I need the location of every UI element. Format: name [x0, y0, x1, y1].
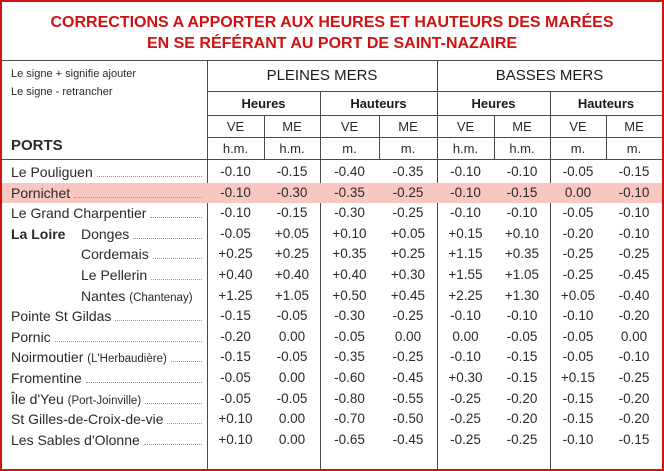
port-name	[11, 308, 111, 324]
code-col-7: VE	[569, 119, 587, 134]
value-cell: -0.70	[334, 411, 365, 427]
value-cell: -0.45	[392, 431, 424, 447]
value-cell: -0.25	[506, 431, 538, 447]
value-cell: -0.10	[618, 205, 650, 221]
value-cell: -0.60	[334, 370, 365, 385]
value-cell: +0.25	[218, 246, 253, 262]
value-cell: -0.10	[562, 308, 594, 324]
group-header-rule	[207, 91, 662, 92]
table-row	[2, 306, 662, 327]
value-cell: +0.10	[218, 431, 253, 447]
value-cell: -0.25	[562, 267, 594, 282]
port-name	[11, 411, 163, 427]
unit-col-8: m.	[626, 141, 642, 156]
code-col-1: VE	[226, 119, 245, 134]
value-cell: -0.20	[220, 328, 251, 344]
leader-dots	[150, 217, 202, 218]
value-cell: -0.55	[392, 390, 424, 406]
leader-dots	[133, 238, 202, 239]
value-cell: -0.10	[220, 205, 251, 221]
value-cell: -0.25	[450, 390, 481, 406]
leader-dots	[153, 258, 202, 259]
value-cell: -0.45	[392, 370, 424, 385]
value-cell: -0.20	[506, 411, 538, 427]
unit-col-3: m.	[342, 141, 357, 156]
port-name-main: Donges	[81, 225, 130, 242]
value-cell: -0.10	[450, 349, 481, 365]
port-name-main: Noirmoutier	[11, 349, 84, 366]
port-name	[11, 164, 93, 180]
value-cell: -0.15	[562, 411, 594, 427]
table-row	[2, 430, 662, 451]
value-cell: +0.05	[560, 287, 596, 303]
value-cell: -0.05	[562, 164, 594, 179]
value-cell: +1.25	[218, 287, 253, 303]
port-name	[11, 349, 167, 365]
leader-dots	[86, 382, 202, 383]
value-cell: +0.10	[504, 225, 540, 241]
value-cell: 0.00	[278, 431, 306, 447]
value-cell: +0.15	[560, 370, 596, 385]
port-name-main: Les Sables d'Olonne	[11, 431, 140, 448]
group-basses-mers: BASSES MERS	[495, 67, 604, 84]
subgroup-pm-heures: Heures	[241, 96, 286, 111]
subgroup-header-rule	[207, 115, 662, 116]
value-cell: -0.15	[276, 164, 308, 179]
value-cell: -0.25	[392, 184, 424, 200]
value-cell: -0.15	[562, 390, 594, 406]
value-cell: +0.25	[390, 246, 426, 262]
ports-column-header: PORTS	[11, 137, 63, 154]
value-cell: -0.05	[562, 328, 594, 344]
port-name	[81, 246, 149, 262]
loire-group-label: La Loire	[11, 225, 66, 242]
port-name-qualifier: (Chantenay)	[129, 291, 193, 304]
header-bottom-rule	[2, 159, 662, 160]
value-cell: -0.10	[618, 184, 650, 200]
port-name-main: Fromentine	[11, 370, 82, 386]
value-cell: +0.45	[390, 287, 426, 303]
value-cell: -0.10	[450, 205, 481, 221]
port-name	[81, 288, 193, 304]
value-cell: +0.10	[218, 411, 253, 427]
leader-dots	[145, 403, 202, 404]
value-cell: -0.15	[220, 308, 251, 324]
value-cell: -0.15	[276, 205, 308, 221]
unit-col-2: h.m.	[279, 141, 305, 156]
unit-col-1: h.m.	[222, 141, 249, 156]
value-cell: -0.10	[618, 349, 650, 365]
value-cell: +0.35	[332, 246, 367, 262]
unit-col-4: m.	[400, 141, 416, 156]
value-cell: -0.40	[618, 287, 650, 303]
value-cell: -0.45	[618, 267, 650, 282]
value-cell: +1.05	[274, 287, 310, 303]
value-cell: +0.40	[274, 267, 310, 282]
value-cell: -0.10	[506, 205, 538, 221]
value-cell: -0.25	[450, 431, 481, 447]
value-cell: -0.05	[562, 205, 594, 221]
note-plus-sign: Le signe + signifie ajouter	[11, 68, 137, 80]
table-row	[2, 162, 662, 183]
value-cell: +0.15	[448, 225, 483, 241]
code-col-2: ME	[282, 119, 302, 134]
value-cell: -0.05	[220, 225, 251, 241]
subgroup-pm-hauteurs: Hauteurs	[350, 96, 407, 111]
value-cell: -0.15	[506, 349, 538, 365]
unit-col-6: h.m.	[509, 141, 535, 156]
value-cell: +0.30	[448, 370, 483, 385]
value-cell: 0.00	[278, 411, 306, 427]
value-cell: 0.00	[278, 370, 306, 385]
code-col-6: ME	[512, 119, 532, 134]
value-cell: -0.05	[276, 390, 308, 406]
leader-dots	[115, 320, 202, 321]
value-cell: +2.25	[448, 287, 483, 303]
port-name	[81, 226, 129, 242]
table-row	[2, 265, 662, 286]
value-cell: -0.25	[618, 246, 650, 262]
value-cell: -0.15	[618, 164, 650, 179]
value-cell: +1.30	[504, 287, 540, 303]
value-cell: +0.10	[332, 225, 367, 241]
port-name-qualifier: (L'Herbaudière)	[87, 353, 167, 366]
port-name	[11, 205, 146, 221]
code-col-8: ME	[624, 119, 644, 134]
port-name-main: Le Grand Charpentier	[11, 205, 147, 222]
value-cell: -0.25	[392, 308, 424, 324]
port-name	[11, 391, 141, 407]
value-cell: -0.10	[450, 308, 481, 324]
table-row	[2, 327, 662, 348]
value-cell: -0.05	[506, 328, 538, 344]
value-cell: -0.35	[334, 184, 365, 200]
value-cell: -0.10	[618, 225, 650, 241]
value-cell: -0.15	[506, 184, 538, 200]
value-cell: -0.05	[276, 349, 308, 365]
value-cell: -0.10	[220, 184, 251, 200]
table-row	[2, 224, 662, 245]
value-cell: -0.05	[220, 390, 251, 406]
port-name-main: St Gilles-de-Croix-de-vie	[11, 411, 164, 428]
value-cell: +0.05	[274, 225, 310, 241]
value-cell: -0.15	[506, 370, 538, 385]
table-row	[2, 244, 662, 265]
value-cell: -0.50	[392, 411, 424, 427]
value-cell: -0.20	[562, 225, 594, 241]
port-name-qualifier: (Port-Joinville)	[67, 394, 142, 407]
value-cell: 0.00	[278, 328, 306, 344]
leader-dots	[171, 361, 202, 362]
port-name-main: Le Pouliguen	[11, 164, 93, 180]
value-cell: 0.00	[394, 328, 422, 344]
table-row	[2, 183, 662, 204]
port-name	[11, 329, 51, 345]
leader-dots	[144, 444, 202, 445]
value-cell: 0.00	[564, 184, 592, 200]
value-cell: -0.10	[450, 184, 481, 200]
leader-dots	[55, 341, 202, 342]
value-cell: +0.25	[274, 246, 310, 262]
group-pleines-mers: PLEINES MERS	[266, 67, 378, 84]
code-header-rule	[207, 137, 662, 138]
value-cell: +0.35	[504, 246, 540, 262]
port-name-main: Pornichet	[11, 184, 71, 201]
title-line-1: CORRECTIONS A APPORTER AUX HEURES ET HAUTEURS DES MARÉES	[50, 14, 614, 31]
value-cell: -0.05	[334, 328, 365, 344]
port-name	[81, 267, 147, 283]
value-cell: +1.55	[448, 267, 483, 282]
table-row	[2, 389, 662, 410]
table-row	[2, 203, 662, 224]
value-cell: -0.40	[334, 164, 365, 179]
subgroup-bm-hauteurs: Hauteurs	[577, 96, 635, 111]
port-name-main: Île d'Yeu	[11, 390, 64, 407]
table-row	[2, 368, 662, 389]
value-cell: +1.05	[504, 267, 540, 282]
value-cell: +0.40	[332, 267, 367, 282]
code-col-5: VE	[456, 119, 475, 134]
leader-dots	[97, 176, 202, 177]
table-row	[2, 286, 662, 307]
value-cell: -0.20	[618, 411, 650, 427]
value-cell: +0.05	[390, 225, 426, 241]
value-cell: -0.10	[506, 164, 538, 179]
note-minus-sign: Le signe - retrancher	[11, 86, 113, 98]
port-name-main: Le Pellerin	[81, 267, 148, 283]
port-name-main: Cordemais	[81, 246, 149, 263]
table-top-rule	[2, 60, 662, 61]
value-cell: +0.50	[332, 287, 367, 303]
value-cell: -0.35	[334, 349, 365, 365]
value-cell: -0.10	[220, 164, 251, 179]
unit-col-7: m.	[570, 141, 586, 156]
value-cell: -0.10	[562, 431, 594, 447]
value-cell: -0.10	[450, 164, 481, 179]
value-cell: -0.65	[334, 431, 365, 447]
port-name	[11, 370, 82, 386]
value-cell: 0.00	[620, 328, 648, 344]
value-cell: -0.25	[392, 205, 424, 221]
value-cell: -0.10	[506, 308, 538, 324]
value-cell: -0.30	[334, 205, 365, 221]
value-cell: -0.30	[276, 184, 308, 200]
port-name	[11, 432, 140, 448]
value-cell: -0.80	[334, 390, 365, 406]
code-col-3: VE	[340, 119, 359, 134]
title-line-2: EN SE RÉFÉRANT AU PORT DE SAINT-NAZAIRE	[146, 35, 518, 52]
value-cell: -0.05	[562, 349, 594, 365]
value-cell: -0.20	[618, 390, 650, 406]
table-row	[2, 347, 662, 368]
leader-dots	[167, 423, 202, 424]
port-name-main: Pornic	[11, 328, 51, 345]
value-cell: -0.25	[562, 246, 594, 262]
value-cell: 0.00	[452, 328, 479, 344]
value-cell: -0.25	[618, 370, 650, 385]
leader-dots	[74, 197, 202, 198]
code-col-4: ME	[398, 119, 418, 134]
port-name-main: Pointe St Gildas	[11, 308, 112, 325]
value-cell: -0.35	[392, 164, 424, 179]
unit-col-5: h.m.	[452, 141, 479, 156]
value-cell: -0.15	[618, 431, 650, 447]
leader-dots	[151, 279, 202, 280]
value-cell: -0.30	[334, 308, 365, 324]
port-name	[11, 185, 70, 201]
value-cell: -0.05	[220, 370, 251, 385]
value-cell: +1.15	[448, 246, 483, 262]
value-cell: -0.20	[618, 308, 650, 324]
subgroup-bm-heures: Heures	[471, 96, 516, 111]
value-cell: -0.15	[220, 349, 251, 365]
port-name-main: Nantes	[81, 287, 126, 304]
value-cell: -0.25	[392, 349, 424, 365]
value-cell: +0.30	[390, 267, 426, 282]
value-cell: -0.20	[506, 390, 538, 406]
value-cell: +0.40	[218, 267, 253, 282]
value-cell: -0.25	[450, 411, 481, 427]
table-row	[2, 409, 662, 430]
value-cell: -0.05	[276, 308, 308, 324]
